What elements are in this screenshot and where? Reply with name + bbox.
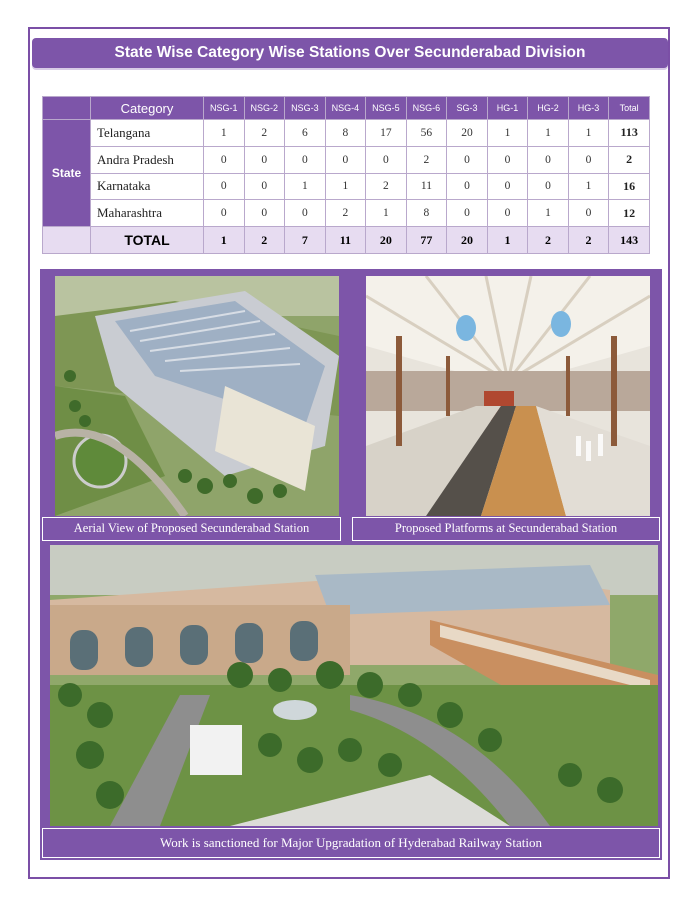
table-cell: 0: [204, 146, 245, 173]
platforms-image: [366, 276, 650, 516]
caption-hyderabad: Work is sanctioned for Major Upgradation of Hyderabad Railway Station: [160, 835, 542, 850]
column-header: NSG-2: [244, 97, 285, 120]
table-cell: 0: [528, 146, 569, 173]
aerial-view-image: [55, 276, 339, 516]
table-cell: 0: [568, 146, 609, 173]
state-name: Andra Pradesh: [91, 146, 204, 173]
column-header: HG-1: [487, 97, 528, 120]
table-cell: 1: [366, 200, 407, 227]
total-label: TOTAL: [91, 227, 204, 254]
table-cell: 2: [325, 200, 366, 227]
table-cell: 0: [487, 200, 528, 227]
caption-platforms: Proposed Platforms at Secunderabad Station: [394, 521, 618, 535]
table-cell: 1: [285, 173, 326, 200]
column-header: SG-3: [447, 97, 488, 120]
hyderabad-station-image: [50, 545, 658, 826]
table-cell: 8: [325, 120, 366, 147]
state-name: Karnataka: [91, 173, 204, 200]
total-cell: 77: [406, 227, 447, 254]
table-row: [43, 146, 650, 173]
table-cell: 0: [487, 173, 528, 200]
table-cell: 20: [447, 120, 488, 147]
stations-table: [42, 96, 650, 254]
table-cell: 1: [487, 120, 528, 147]
column-header: Total: [609, 97, 650, 120]
table-cell: 0: [447, 146, 488, 173]
total-cell: 20: [366, 227, 407, 254]
total-cell: 2: [528, 227, 569, 254]
table-cell: 0: [528, 173, 569, 200]
total-cell: 11: [325, 227, 366, 254]
row-total: 12: [609, 200, 650, 227]
table-row: [43, 173, 650, 200]
table-cell: 0: [487, 146, 528, 173]
table-cell: 2: [244, 120, 285, 147]
table-cell: 1: [568, 173, 609, 200]
state-name: Telangana: [91, 120, 204, 147]
table-cell: 0: [447, 200, 488, 227]
total-cell: 2: [568, 227, 609, 254]
total-cell: 20: [447, 227, 488, 254]
state-header: State: [43, 120, 91, 227]
table-cell: 2: [406, 146, 447, 173]
table-cell: 0: [447, 173, 488, 200]
table-cell: 2: [366, 173, 407, 200]
table-cell: 0: [285, 146, 326, 173]
table-cell: 8: [406, 200, 447, 227]
category-header: Category: [91, 97, 204, 120]
table-cell: 11: [406, 173, 447, 200]
table-cell: 0: [285, 200, 326, 227]
table-cell: 1: [204, 120, 245, 147]
row-total: 113: [609, 120, 650, 147]
total-cell: 2: [244, 227, 285, 254]
column-header: NSG-6: [406, 97, 447, 120]
table-cell: 1: [528, 200, 569, 227]
table-cell: 6: [285, 120, 326, 147]
table-cell: 0: [366, 146, 407, 173]
total-cell: 1: [204, 227, 245, 254]
column-header: NSG-5: [366, 97, 407, 120]
column-header: HG-2: [528, 97, 569, 120]
column-header: NSG-4: [325, 97, 366, 120]
table-cell: 0: [204, 200, 245, 227]
total-cell: 1: [487, 227, 528, 254]
table-cell: 0: [568, 200, 609, 227]
column-header: HG-3: [568, 97, 609, 120]
row-total: 16: [609, 173, 650, 200]
table-cell: 1: [325, 173, 366, 200]
table-cell: 0: [244, 200, 285, 227]
table-cell: 0: [244, 173, 285, 200]
table-cell: 0: [325, 146, 366, 173]
table-cell: 0: [204, 173, 245, 200]
page-title: State Wise Category Wise Stations Over Secunderabad Division: [32, 38, 668, 68]
total-row: [43, 227, 650, 254]
table-header-row: [43, 97, 650, 120]
table-cell: 1: [568, 120, 609, 147]
table-row: [43, 200, 650, 227]
state-header-corner: [43, 97, 91, 120]
total-row-corner: [43, 227, 91, 254]
table-cell: 17: [366, 120, 407, 147]
table-cell: 0: [244, 146, 285, 173]
column-header: NSG-3: [285, 97, 326, 120]
table-cell: 56: [406, 120, 447, 147]
state-name: Maharashtra: [91, 200, 204, 227]
row-total: 2: [609, 146, 650, 173]
table-row: [43, 120, 650, 147]
table-cell: 1: [528, 120, 569, 147]
column-header: NSG-1: [204, 97, 245, 120]
grand-total: 143: [609, 227, 650, 254]
total-cell: 7: [285, 227, 326, 254]
caption-aerial: Aerial View of Proposed Secunderabad Station: [73, 521, 310, 535]
